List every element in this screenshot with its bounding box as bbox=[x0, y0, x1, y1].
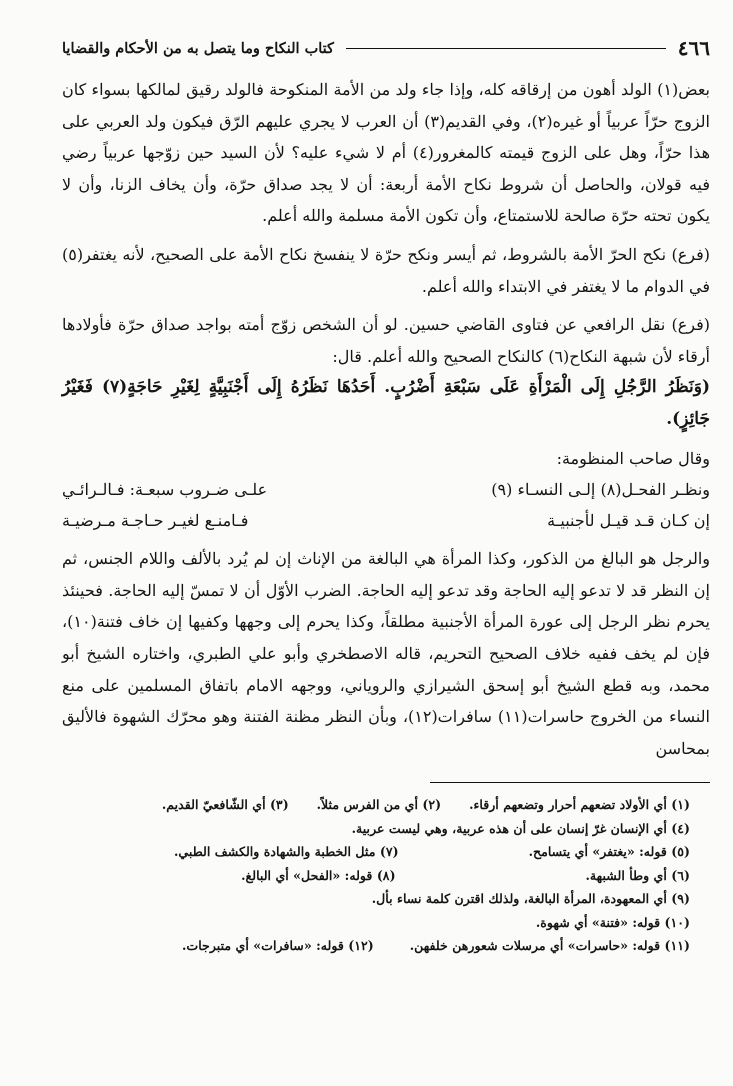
page bbox=[62, 34, 710, 958]
footnotes bbox=[62, 793, 710, 958]
footnote-separator bbox=[430, 782, 710, 783]
footnote-6: (٦) أي وطأ الشبهة. bbox=[585, 867, 690, 883]
footnote-row bbox=[62, 817, 690, 841]
footnote-11: (١١) قوله: «حاسرات» أي مرسلات شعورهن خلفهن. bbox=[409, 938, 690, 954]
poem-verse bbox=[62, 505, 710, 536]
footnote-9: (٩) أي المعهودة، المرأة البالغة، ولذلك اقترن كلمة نساء بأل. bbox=[371, 891, 690, 907]
main-text bbox=[62, 74, 710, 764]
paragraph-1: بعض(١) الولد أهون من إرقاقه كله، وإذا جاء ولد من الأمة المنكوحة فالولد رقيق لمالكها بسواء كان الزوج حرّاً عربياً أو غيره(٢)، وفي القديم(٣) أن العرب لا يجري عليهم الرّق فيكون ولد العربي على هذا حرّاً، وهل على الزوج قيمته كالمغرور(٤) أم لا شيء عليه؟ لأن السيد حين زوّجها عربياً رضي فيه قولان، والحاصل أن شروط نكاح الأمة أربعة: أن لا يجد صداق حرّة، وأن يخاف الزنا، وأن لا يكون تحته حرّة صالحة للاستمتاع، وأن تكون الأمة مسلمة والله أعلم. bbox=[62, 80, 711, 226]
footnote-row bbox=[62, 911, 690, 935]
footnote-12: (١٢) قوله: «سافرات» أي متبرجات. bbox=[181, 938, 374, 954]
footnote-5: (٥) قوله: «يغتفر» أي يتسامح. bbox=[528, 844, 690, 860]
footnote-2: (٢) أي من الفرس مثلاً. bbox=[316, 797, 442, 813]
paragraph-4: والرجل هو البالغ من الذكور، وكذا المرأة هي البالغة من الإناث إن لم يُرد بالألف واللام الجنس، ثم إن النظر قد لا تدعو إليه الحاجة وقد تدعو إليه الحاجة. الضرب الأوّل أن لا تمسّ إليه الحاجة. فحينئذ يحرم نظر الرجل إلى عورة المرأة الأجنبية مطلقاً، وكذا يحرم إلى وجهها وكفيها إن خاف فتنة(١٠)، فإن لم يخف ففيه خلاف الصحيح التحريم، قاله الاصطخري وأبو علي الطبري، واختاره الشيخ أبو محمد، وبه قطع الشيخ أبو إسحق الشيرازي والروياني، ووجهه الامام باتفاق المسلمين على منع النساء من الخروج حاسرات(١١) سافرات(١٢)، وبأن النظر مظنة الفتنة وهو محرّك الشهوة فالأليق بمحاسن bbox=[62, 549, 711, 758]
book-title: كتاب النكاح وما يتصل به من الأحكام والقضايا bbox=[62, 39, 334, 57]
verse-second-hemistich: علـى ضـروب سبعـة: فـالـرائـي bbox=[62, 480, 268, 500]
verse-second-hemistich: فـامنـع لغيـر حـاجـة مـرضيـة bbox=[62, 511, 249, 531]
header-rule bbox=[346, 48, 666, 49]
paragraph-3: (فرع) نقل الرافعي عن فتاوى القاضي حسين. لو أن الشخص زوّج أمته بواجد صداق حرّة فأولادها أرقاء لأن شبهة النكاح(٦) كالنكاح الصحيح والله أعلم. قال: bbox=[62, 315, 710, 366]
verse-first-hemistich: إن كـان قـد قيـل لأجنبيـة bbox=[547, 511, 710, 531]
footnote-3: (٣) أي الشّافعيّ القديم. bbox=[161, 797, 289, 813]
footnote-10: (١٠) قوله: «فتنة» أي شهوة. bbox=[535, 914, 690, 930]
paragraph-2: (فرع) نكح الحرّ الأمة بالشروط، ثم أيسر ونكح حرّة لا ينفسخ نكاح الأمة على الصحيح، لأنه يغتفر(٥) في الدوام ما لا يغتفر في الابتداء والله أعلم. bbox=[62, 244, 710, 296]
poem-block bbox=[62, 443, 710, 537]
matn-quote: (وَنَظَرُ الرَّجُلِ إِلَى الْمَرْأَةِ عَلَى سَبْعَةِ أَضْرُبٍ. أَحَدُهَا نَظَرُهُ إِلَى أَجْنَبِيَّةٍ لِغَيْرِ حَاجَةٍ(٧) فَغَيْرُ جَائِزٍ). bbox=[62, 377, 711, 429]
verse-first-hemistich: ونظـر الفحـل(٨) إلـى النسـاء (٩) bbox=[491, 480, 710, 500]
footnote-row bbox=[62, 864, 690, 888]
page-number: ٤٦٦ bbox=[677, 36, 710, 60]
poem-verse bbox=[62, 474, 710, 505]
footnote-row bbox=[62, 887, 690, 911]
footnote-8: (٨) قوله: «الفحل» أي البالغ. bbox=[241, 867, 396, 883]
footnote-7: (٧) مثل الخطبة والشهادة والكشف الطبي. bbox=[174, 844, 399, 860]
footnote-1: (١) أي الأولاد تضعهم أحرار وتضعهم أرقاء. bbox=[469, 797, 690, 813]
footnote-row bbox=[62, 934, 690, 958]
running-header bbox=[62, 34, 710, 62]
footnote-4: (٤) أي الإنسان غرّ إنسان على أن هذه عربية، وهي ليست عربية. bbox=[351, 820, 690, 836]
footnote-row bbox=[62, 793, 690, 817]
poem-intro: وقال صاحب المنظومة: bbox=[556, 448, 710, 468]
footnote-row bbox=[62, 840, 690, 864]
